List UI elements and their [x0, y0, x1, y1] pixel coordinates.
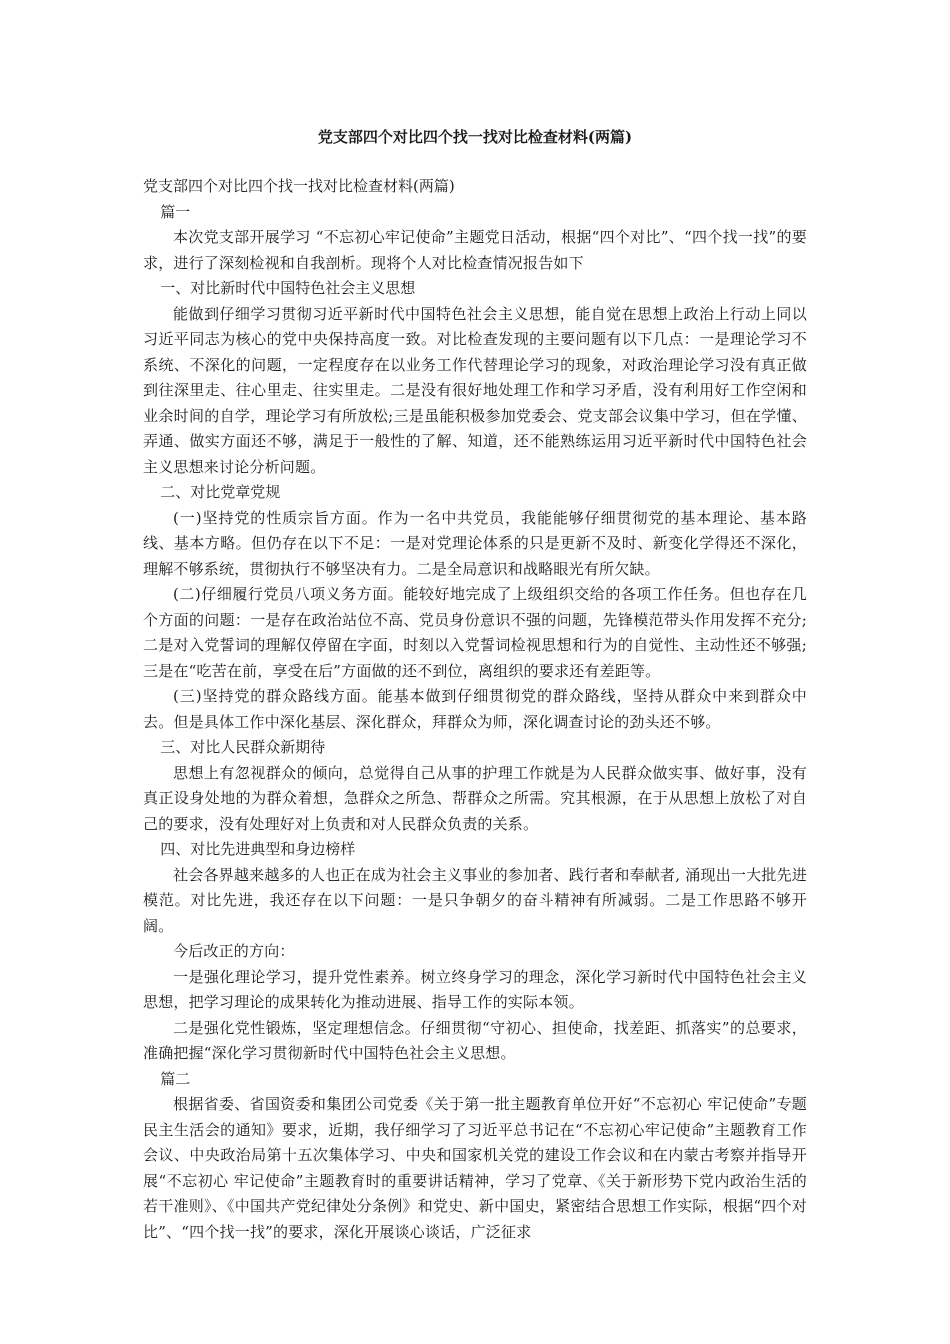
document-body: [143, 174, 807, 1245]
future-direction-paragraph-2: 二是强化党性锻炼，坚定理想信念。仔细贯彻“守初心、担使命，找差距、抓落实”的总要求，准确把握“深化学习贯彻新时代中国特色社会主义思想。: [143, 1018, 807, 1062]
section-one-paragraph: 能做到仔细学习贯彻习近平新时代中国特色社会主义思想，能自觉在思想上政治上行动上同以习近平同志为核心的党中央保持高度一致。对比检查发现的主要问题有以下几点：一是理论学习不系统、不深化的问题，一定程度存在以业务工作代替理论学习的现象，对政治理论学习没有真正做到往深里走、往心里走、往实里走。二是没有很好地处理工作和学习矛盾，没有利用好工作空闲和业余时间的自学，理论学习有所放松;三是虽能积极参加党委会、党支部会议集中学习，但在学懂、弄通、做实方面还不够，满足于一般性的了解、知道，还不能熟练运用习近平新时代中国特色社会主义思想来讨论分析问题。: [143, 304, 807, 476]
part-two-paragraph: 根据省委、省国资委和集团公司党委《关于第一批主题教育单位开好“不忘初心 牢记使命”专题民主生活会的通知》要求，近期，我仔细学习了习近平总书记在“不忘初心牢记使命”主题教育工作会议、中央政治局第十五次集体学习、中央和国家机关党的建设工作会议和在内蒙古考察并指导开展“不忘初心 牢记使命”主题教育时的重要讲话精神，学习了党章、《关于新形势下党内政治生活的若干准则》、《中国共产党纪律处分条例》和党史、新中国史，紧密结合思想工作实际，根据“四个对比”、“四个找一找”的要求，深化开展谈心谈话，广泛征求: [143, 1095, 807, 1241]
document-subtitle: 党支部四个对比四个找一找对比检查材料(两篇): [143, 177, 455, 195]
section-two-heading: 二、对比党章党规: [160, 483, 281, 501]
document-title: 党支部四个对比四个找一找对比检查材料(两篇): [317, 128, 633, 146]
section-one-heading: 一、对比新时代中国特色社会主义思想: [160, 279, 416, 297]
part-two-label: 篇二: [160, 1069, 191, 1088]
future-direction-paragraph-1: 一是强化理论学习，提升党性素养。树立终身学习的理念，深化学习新时代中国特色社会主义思想，把学习理论的成果转化为推动进展、指导工作的实际本领。: [143, 967, 807, 1011]
future-direction-intro: 今后改正的方向：: [173, 942, 295, 960]
section-two-paragraph-2: (二)仔细履行党员八项义务方面。能较好地完成了上级组织交给的各项工作任务。但也存在几个方面的问题：一是存在政治站位不高、党员身份意识不强的问题，先锋模范带头作用发挥不充分;二是对入党誓词的理解仅停留在字面，时刻以入党誓词检视思想和行为的自觉性、主动性还不够强;三是在“吃苦在前，享受在后”方面做的还不到位，离组织的要求还有差距等。: [143, 585, 807, 680]
section-four-paragraph: 社会各界越来越多的人也正在成为社会主义事业的参加者、践行者和奉献者, 涌现出一大批先进模范。对比先进，我还存在以下问题：一是只争朝夕的奋斗精神有所减弱。二是工作思路不够开阔。: [143, 865, 807, 935]
section-two-paragraph-1: (一)坚持党的性质宗旨方面。作为一名中共党员，我能能够仔细贯彻党的基本理论、基本路线、基本方略。但仍存在以下不足：一是对党理论体系的只是更新不及时、新变化学得还不深化，理解不够系统，贯彻执行不够坚决有力。二是全局意识和战略眼光有所欠缺。: [143, 508, 807, 578]
section-four-heading: 四、对比先进典型和身边榜样: [160, 840, 356, 858]
section-three-paragraph: 思想上有忽视群众的倾向，总觉得自己从事的护理工作就是为人民群众做实事、做好事，没有真正设身处地的为群众着想，急群众之所急、帮群众之所需。究其根源，在于从思想上放松了对自己的要求，没有处理好对上负责和对人民群众负责的关系。: [143, 763, 807, 833]
part-one-label: 篇一: [160, 202, 191, 221]
section-two-paragraph-3: (三)坚持党的群众路线方面。能基本做到仔细贯彻党的群众路线，坚持从群众中来到群众中去。但是具体工作中深化基层、深化群众，拜群众为师，深化调查讨论的劲头还不够。: [143, 687, 807, 731]
intro-paragraph: 本次党支部开展学习 “不忘初心牢记使命”主题党日活动，根据“四个对比”、“四个找一找”的要求，进行了深刻检视和自我剖析。现将个人对比检查情况报告如下: [143, 228, 807, 272]
section-three-heading: 三、对比人民群众新期待: [160, 738, 326, 756]
